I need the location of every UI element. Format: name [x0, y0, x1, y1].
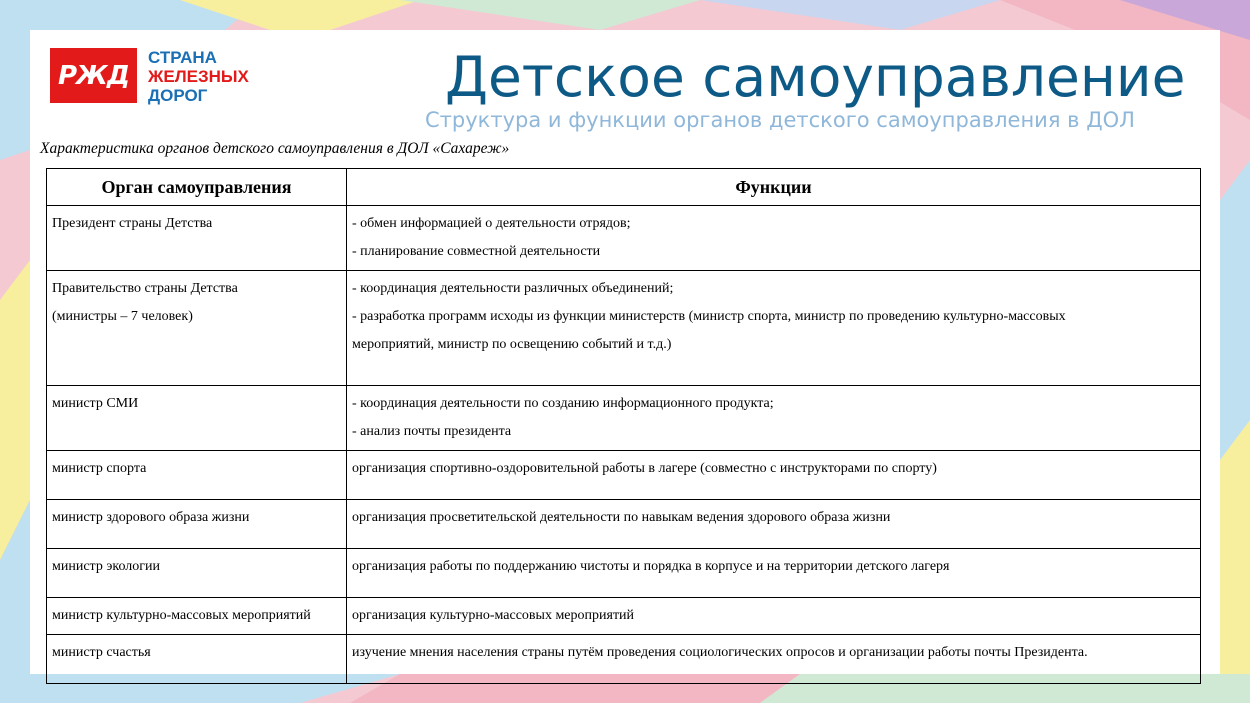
table-row [47, 386, 1201, 451]
organ-cell [47, 206, 347, 271]
header-functions: Функции [347, 169, 1201, 206]
header-organ: Орган самоуправления [47, 169, 347, 206]
functions-cell [347, 206, 1201, 271]
table-row [47, 598, 1201, 635]
functions-cell [347, 386, 1201, 451]
organ-text: министр экологии [52, 559, 160, 574]
function-text: - координация деятельности по созданию информационного продукта; [352, 396, 774, 411]
organ-text: Правительство страны Детства [52, 281, 238, 296]
logo-line-2: ЖЕЛЕЗНЫХ [148, 67, 249, 86]
organ-text: (министры – 7 человек) [52, 309, 193, 324]
page-title: Детское самоуправление [445, 45, 1186, 109]
logo-line-3: ДОРОГ [148, 86, 208, 105]
table-row [47, 549, 1201, 598]
function-text: - планирование совместной деятельности [352, 244, 601, 259]
organ-cell [47, 549, 347, 598]
table-header-row [47, 169, 1201, 206]
function-text: организация культурно-массовых мероприятий [352, 608, 635, 623]
functions-cell [347, 549, 1201, 598]
organ-cell [47, 386, 347, 451]
organ-cell [47, 500, 347, 549]
function-text: - координация деятельности различных объединений; [352, 281, 674, 296]
organ-cell [47, 271, 347, 386]
function-text: - обмен информацией о деятельности отрядов; [352, 216, 631, 231]
function-text: изучение мнения населения страны путём проведения социологических опросов и организации работы почты Президента. [352, 645, 1088, 660]
functions-cell [347, 500, 1201, 549]
slide-card [30, 30, 1220, 674]
rzd-logo-badge [50, 48, 137, 103]
function-text: мероприятий, министр по освещению событий и т.д.) [352, 337, 672, 352]
functions-cell [347, 271, 1201, 386]
page-subtitle: Структура и функции органов детского самоуправления в ДОЛ [425, 108, 1135, 132]
rzd-logo-mark: РЖД [57, 60, 130, 91]
table-caption: Характеристика органов детского самоуправления в ДОЛ «Сахареж» [40, 140, 510, 157]
table-row [47, 500, 1201, 549]
organ-cell [47, 635, 347, 684]
table-row [47, 635, 1201, 684]
organ-text: министр спорта [52, 461, 147, 476]
table-row [47, 271, 1201, 386]
functions-cell [347, 635, 1201, 684]
logo-text [148, 48, 249, 105]
organ-cell [47, 598, 347, 635]
functions-cell [347, 598, 1201, 635]
table-row [47, 206, 1201, 271]
organ-text: министр СМИ [52, 396, 139, 411]
logo-line-1: СТРАНА [148, 48, 217, 67]
organ-text: министр счастья [52, 645, 151, 660]
organ-text: министр культурно-массовых мероприятий [52, 608, 311, 623]
organ-text: министр здорового образа жизни [52, 510, 250, 525]
function-text: - разработка программ исходы из функции министерств (министр спорта, министр по проведению культурно-массовых [352, 309, 1066, 324]
function-text: организация спортивно-оздоровительной работы в лагере (совместно с инструкторами по спорту) [352, 461, 937, 476]
table-row [47, 451, 1201, 500]
organs-table [46, 168, 1201, 684]
function-text: организация просветительской деятельности по навыкам ведения здорового образа жизни [352, 510, 891, 525]
function-text: организация работы по поддержанию чистоты и порядка в корпусе и на территории детского лагеря [352, 559, 950, 574]
organ-cell [47, 451, 347, 500]
organ-text: Президент страны Детства [52, 216, 213, 231]
function-text: - анализ почты президента [352, 424, 512, 439]
functions-cell [347, 451, 1201, 500]
